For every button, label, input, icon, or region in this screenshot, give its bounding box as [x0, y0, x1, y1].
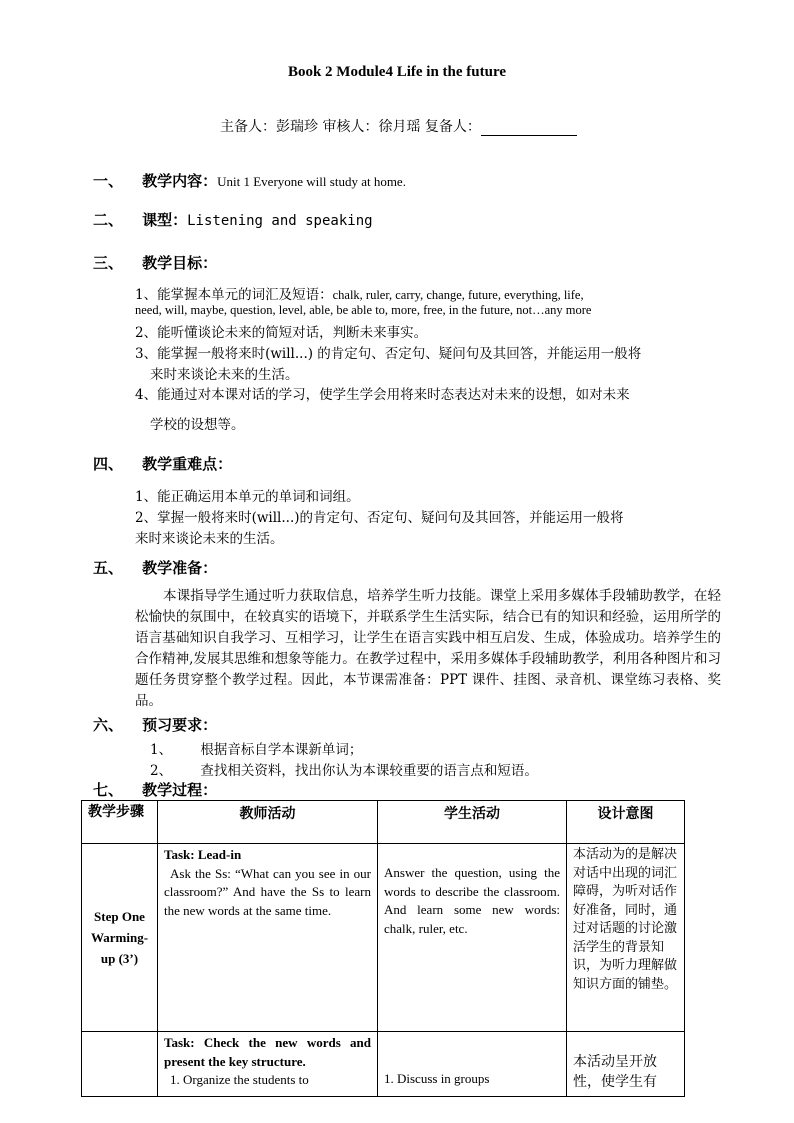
- section-number: 三、: [93, 254, 124, 272]
- objective-4b: 学校的设想等。: [150, 417, 245, 433]
- document-title: Book 2 Module4 Life in the future: [287, 64, 507, 80]
- objective-vocab: need, will, maybe, question, level, able, be able to, more, free, in the future, not…any more: [135, 303, 592, 317]
- section-value: Listening and speaking: [187, 213, 373, 229]
- table-header-row: [82, 801, 685, 844]
- section-objectives: [93, 252, 217, 273]
- difficulty-2b: 来时来谈论未来的生活。: [135, 531, 284, 547]
- header-teacher: 教师活动: [158, 801, 378, 844]
- section-number: 六、: [93, 716, 124, 734]
- section-label: 教学目标：: [142, 254, 218, 272]
- intent-cell: 本活动呈开放性，使学生有: [567, 1032, 685, 1097]
- section-preview: [93, 714, 217, 735]
- objective-2: 2、能听懂谈论未来的简短对话，判断未来事实。: [135, 325, 428, 341]
- section-label: 教学内容：: [142, 172, 218, 190]
- objective-1a: [135, 283, 721, 303]
- student-cell: 1. Discuss in groups: [378, 1032, 567, 1097]
- section-label: 教学重难点：: [142, 455, 233, 473]
- section-label: 教学过程：: [142, 781, 218, 799]
- section-number: 一、: [93, 172, 124, 190]
- teacher-task: Task: Lead-in: [164, 847, 242, 862]
- teacher-task: Task: Check the new words and present the key structure.: [164, 1035, 371, 1069]
- preview-text: 根据音标自学本课新单词；: [200, 742, 363, 758]
- difficulty-1: 1、能正确运用本单元的单词和词组。: [135, 489, 360, 505]
- teacher-cell: [158, 844, 378, 1032]
- section-number: 五、: [93, 559, 124, 577]
- section-content: [93, 170, 406, 191]
- section-label: 课型：: [142, 211, 188, 229]
- section-value: Unit 1 Everyone will study at home.: [217, 174, 406, 189]
- student-cell: Answer the question, using the words to describe the classroom. And learn some new words: chalk, ruler, etc.: [378, 844, 567, 1032]
- section-number: 四、: [93, 455, 124, 473]
- difficulty-2a: 2、掌握一般将来时(will...)的肯定句、否定句、疑问句及其回答，并能运用一般将: [135, 510, 624, 526]
- preparers-text: 主备人：彭瑞珍 审核人：徐月瑶 复备人：: [220, 119, 481, 135]
- preview-number: 1、: [150, 742, 173, 758]
- step-cell: [82, 1032, 158, 1097]
- objective-1b: [135, 302, 591, 318]
- teacher-text: 1. Organize the students to: [170, 1072, 309, 1087]
- reviewer-blank: [481, 121, 577, 136]
- header-student: 学生活动: [378, 801, 567, 844]
- section-label: 预习要求：: [142, 716, 218, 734]
- preview-text: 查找相关资料，找出你认为本课较重要的语言点和短语。: [200, 763, 538, 779]
- table-row: [82, 844, 685, 1032]
- objective-3a: 3、能掌握一般将来时(will...) 的肯定句、否定句、疑问句及其回答，并能运用一般将: [135, 346, 642, 362]
- preview-item-2: [150, 759, 538, 779]
- preview-item-1: [150, 738, 362, 758]
- teaching-process-table: [81, 800, 685, 1097]
- teacher-text: Ask the Ss: “What can you see in our classroom?” And have the Ss to learn the new words at the same time.: [164, 865, 371, 918]
- preparers-line: [220, 116, 577, 136]
- intent-cell: 本活动为的是解决对话中出现的词汇障碍，为听对话作好准备，同时，通过对话题的讨论激活学生的背景知识，为听力理解做知识方面的铺垫。: [567, 844, 685, 1032]
- objective-3b: 来时来谈论未来的生活。: [150, 367, 299, 383]
- teacher-cell: [158, 1032, 378, 1097]
- table-row: [82, 1032, 685, 1097]
- preview-number: 2、: [150, 763, 173, 779]
- step-cell: Step One Warming-up (3’): [82, 844, 158, 1032]
- section-number: 七、: [93, 781, 124, 799]
- objective-vocab: chalk, ruler, carry, change, future, everything, life,: [332, 288, 584, 302]
- header-step: 教学步骤: [82, 801, 158, 844]
- section-label: 教学准备：: [142, 559, 218, 577]
- section-process: [93, 779, 217, 800]
- section-number: 二、: [93, 211, 124, 229]
- section-preparation: [93, 557, 217, 578]
- preparation-paragraph: 本课指导学生通过听力获取信息，培养学生听力技能。课堂上采用多媒体手段辅助教学，在轻松愉快的氛围中，在较真实的语境下，并联系学生生活实际，结合已有的知识和经验，运用所学的语言基础知识自我学习、互相学习，让学生在语言实践中相互启发、生成，体验成功。培养学生的合作精神,发展其思维和想象等能力。在教学过程中，采用多媒体手段辅助教学，利用各种图片和习题任务贯穿整个教学过程。因此，本节课需准备：PPT 课件、挂图、录音机、课堂练习表格、奖品。: [135, 588, 721, 709]
- section-lesson-type: [93, 209, 373, 230]
- header-intent: 设计意图: [567, 801, 685, 844]
- section-difficulties: [93, 453, 232, 474]
- objective-4a: 4、能通过对本课对话的学习，使学生学会用将来时态表达对未来的设想，如对未来: [135, 387, 630, 403]
- objective-text: 1、能掌握本单元的词汇及短语：: [135, 287, 333, 303]
